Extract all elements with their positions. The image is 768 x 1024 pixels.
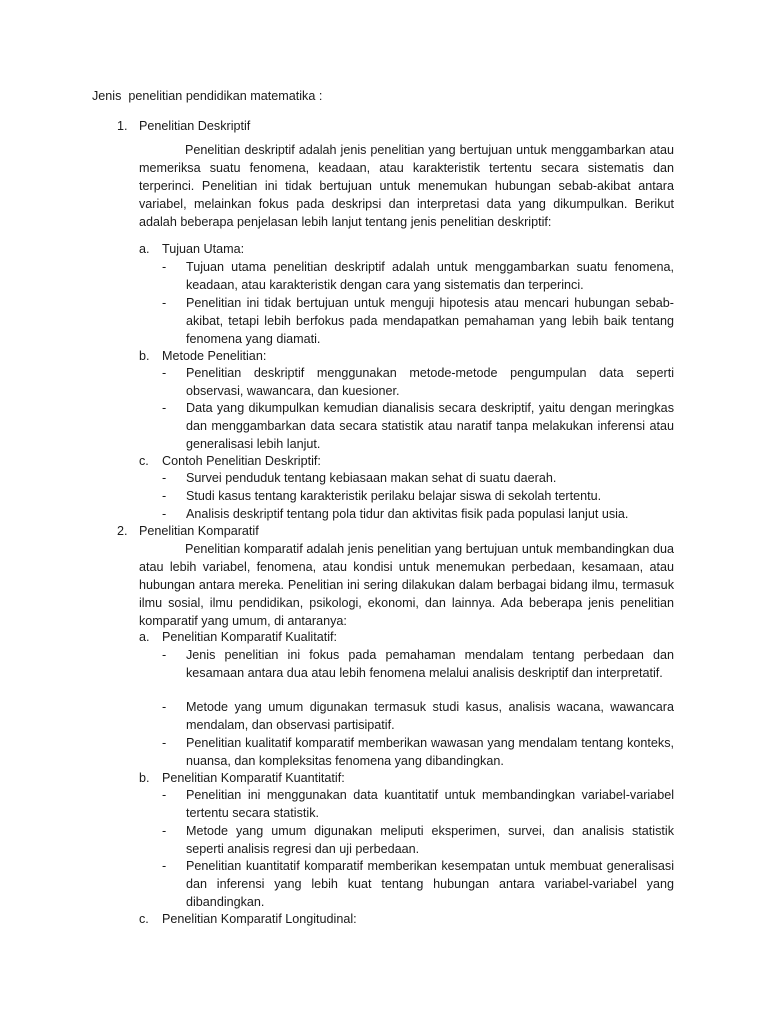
- list-item: - Survei penduduk tentang kebiasaan makan sehat di suatu daerah.: [162, 471, 557, 485]
- section-title: Penelitian Komparatif: [139, 524, 259, 538]
- list-item: - Jenis penelitian ini fokus pada pemahaman mendalam tentang perbedaan dan kesamaan antara dua atau lebih fenomena melalui analisis deskriptif dan interpretatif.: [162, 648, 674, 680]
- list-item: - Metode yang umum digunakan meliputi eksperimen, survei, dan analisis statistik seperti analisis regresi dan uji perbedaan.: [162, 824, 674, 856]
- document-title: Jenis penelitian pendidikan matematika :: [92, 89, 323, 103]
- subsection-heading: c. Contoh Penelitian Deskriptif:: [139, 454, 321, 468]
- list-item: - Penelitian ini menggunakan data kuantitatif untuk membandingkan variabel-variabel tertentu secara statistik.: [162, 788, 674, 820]
- section-number: 1.: [117, 119, 128, 133]
- list-item: - Penelitian ini tidak bertujuan untuk menguji hipotesis atau mencari hubungan sebab-akibat, tetapi lebih berfokus pada mendapatkan pemahaman yang lebih baik tentang fenomena yang diamati.: [162, 296, 674, 346]
- list-item: - Metode yang umum digunakan termasuk studi kasus, analisis wacana, wawancara mendalam, dan observasi partisipatif.: [162, 700, 674, 732]
- section-title: Penelitian Deskriptif: [139, 119, 251, 133]
- list-item: - Analisis deskriptif tentang pola tidur dan aktivitas fisik pada populasi lanjut usia.: [162, 507, 629, 521]
- list-item: - Tujuan utama penelitian deskriptif adalah untuk menggambarkan suatu fenomena, keadaan, atau karakteristik dengan cara yang sistematis dan terperinci.: [162, 260, 674, 292]
- section-intro-paragraph: Penelitian deskriptif adalah jenis penelitian yang bertujuan untuk menggambarkan atau memeriksa suatu fenomena, keadaan, atau karakteristik tertentu secara sistematis dan terperinci. Penelitian ini tidak bertujuan untuk menemukan hubungan sebab-akibat antara variabel, melainkan fokus pada deskripsi dan interpretasi data yang dikumpulkan. Berikut adalah beberapa penjelasan lebih lanjut tentang jenis penelitian deskriptif:: [139, 143, 674, 229]
- list-item: - Data yang dikumpulkan kemudian dianalisis secara deskriptif, yaitu dengan meringkas dan menggambarkan data secara statistik atau naratif tanpa melakukan inferensi atau generalisasi lebih lanjut.: [162, 401, 674, 451]
- section-intro-paragraph: Penelitian komparatif adalah jenis penelitian yang bertujuan untuk membandingkan dua atau lebih variabel, fenomena, atau kondisi untuk menemukan perbedaan, kesamaan, atau hubungan antara mereka. Penelitian ini sering dilakukan dalam berbagai bidang ilmu, termasuk ilmu sosial, ilmu pendidikan, psikologi, ekonomi, dan lainnya. Ada beberapa jenis penelitian komparatif yang umum, di antaranya:: [139, 542, 674, 628]
- section-heading-komparatif: [117, 522, 259, 540]
- list-item: - Studi kasus tentang karakteristik perilaku belajar siswa di sekolah tertentu.: [162, 489, 602, 503]
- subsection-heading: a. Penelitian Komparatif Kualitatif:: [139, 630, 338, 644]
- section-heading-deskriptif: [117, 117, 250, 135]
- subsection-heading: b. Metode Penelitian:: [139, 349, 267, 363]
- list-item: - Penelitian kuantitatif komparatif memberikan kesempatan untuk membuat generalisasi dan inferensi yang lebih kuat tentang hubungan antara variabel-variabel yang dibandingkan.: [162, 859, 674, 909]
- subsection-heading: b. Penelitian Komparatif Kuantitatif:: [139, 771, 345, 785]
- list-item: - Penelitian deskriptif menggunakan metode-metode pengumpulan data seperti observasi, wawancara, dan kuesioner.: [162, 366, 674, 398]
- subsection-heading: a. Tujuan Utama:: [139, 242, 245, 256]
- section-number: 2.: [117, 524, 128, 538]
- subsection-heading: c. Penelitian Komparatif Longitudinal:: [139, 912, 357, 926]
- list-item: - Penelitian kualitatif komparatif memberikan wawasan yang mendalam tentang konteks, nuansa, dan kompleksitas fenomena yang dibandingkan.: [162, 736, 674, 768]
